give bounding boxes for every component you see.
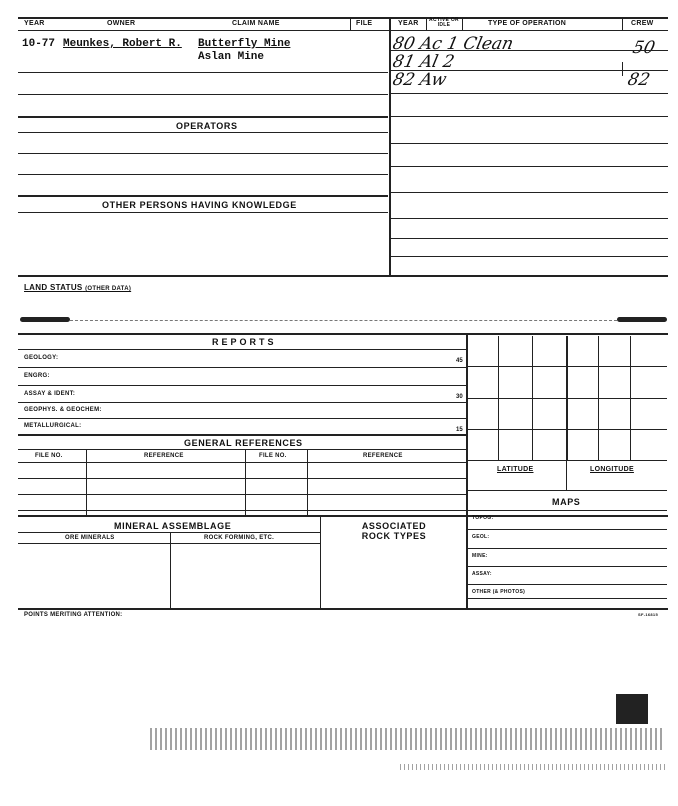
right-rule-5 bbox=[390, 143, 668, 144]
reports-heading: REPORTS bbox=[212, 337, 277, 347]
maps-other: OTHER (& PHOTOS) bbox=[472, 589, 526, 595]
owner-rule-3 bbox=[18, 116, 388, 118]
grid-row-2 bbox=[467, 398, 667, 399]
right-rule-1 bbox=[390, 50, 668, 51]
maps-rule-3 bbox=[467, 566, 667, 567]
ref-header-file-no: FILE NO. bbox=[35, 453, 63, 459]
mineral-assemblage-heading: MINERAL ASSEMBLAGE bbox=[114, 521, 232, 531]
maps-heading: MAPS bbox=[552, 497, 581, 507]
reports-top-rule bbox=[18, 333, 668, 335]
operators-rule-2 bbox=[18, 153, 388, 154]
grid-row-4 bbox=[467, 460, 667, 461]
longitude-label: LONGITUDE bbox=[590, 466, 634, 473]
maps-rule-5 bbox=[467, 598, 667, 599]
handwritten-crew-2: 82 bbox=[625, 70, 652, 90]
form-number: SF-16815 bbox=[638, 612, 658, 617]
scan-artifact-block bbox=[616, 694, 648, 724]
other-persons-heading: OTHER PERSONS HAVING KNOWLEDGE bbox=[102, 200, 297, 210]
right-rule-10 bbox=[390, 256, 668, 257]
handwritten-crew-1: 50 bbox=[630, 38, 657, 58]
operators-rule-1 bbox=[18, 132, 388, 133]
mineral-col-2 bbox=[320, 515, 321, 608]
header-divider-file bbox=[350, 17, 351, 30]
refs-col-3 bbox=[307, 449, 308, 515]
top-rule bbox=[18, 17, 668, 19]
land-status-label: LAND STATUS bbox=[24, 283, 83, 292]
maps-rule-0 bbox=[467, 510, 667, 511]
reports-metallurgical-num: 15 bbox=[456, 427, 463, 433]
crew-mark bbox=[622, 62, 623, 76]
reports-assay-num: 30 bbox=[456, 394, 463, 400]
right-rule-8 bbox=[390, 218, 668, 219]
header-type-of-operation: TYPE OF OPERATION bbox=[488, 20, 567, 27]
maps-assay: ASSAY: bbox=[472, 571, 492, 577]
main-divider bbox=[389, 17, 391, 275]
header-year-2: YEAR bbox=[398, 20, 419, 27]
grid-row-1 bbox=[467, 366, 667, 367]
header-year: YEAR bbox=[24, 20, 45, 27]
maps-mine: MINE: bbox=[472, 553, 488, 559]
reports-rule-1 bbox=[18, 367, 466, 368]
header-divider-active bbox=[426, 17, 427, 30]
reports-rule-2 bbox=[18, 385, 466, 386]
handwritten-row-1: 80 Ac 1 Clean bbox=[390, 34, 516, 54]
header-crew: CREW bbox=[631, 20, 654, 27]
refs-col-2 bbox=[245, 449, 246, 515]
ore-minerals-header: ORE MINERALS bbox=[65, 535, 115, 541]
claim-name-2: Aslan Mine bbox=[198, 51, 265, 63]
maps-rule-1 bbox=[467, 529, 667, 530]
right-rule-2 bbox=[390, 70, 668, 71]
scan-artifact-strip-2 bbox=[400, 764, 668, 770]
owner-year: 10-77 bbox=[22, 38, 56, 50]
owner-rule-2 bbox=[18, 94, 388, 95]
claim-name-1: Butterfly Mine bbox=[198, 38, 291, 50]
associated-rock-types-heading: ASSOCIATED ROCK TYPES bbox=[361, 521, 427, 541]
reports-geology-num: 45 bbox=[456, 358, 463, 364]
reports-geophys: GEOPHYS. & GEOCHEM: bbox=[24, 407, 102, 413]
owner-rule-1 bbox=[18, 72, 388, 73]
header-active-idle: ACTIVE OR IDLE bbox=[429, 17, 459, 28]
bottom-rule bbox=[18, 608, 668, 610]
scan-artifact-strip bbox=[150, 728, 665, 750]
header-claim-name: CLAIM NAME bbox=[232, 20, 280, 27]
ref-header-reference-2: REFERENCE bbox=[363, 453, 403, 459]
general-references-heading: GENERAL REFERENCES bbox=[184, 438, 303, 448]
latlong-divider bbox=[566, 460, 567, 490]
land-status-sub: (OTHER DATA) bbox=[85, 286, 132, 292]
owner-name: Meunkes, Robert R. bbox=[63, 38, 182, 50]
header-divider-crew bbox=[622, 17, 623, 30]
other-persons-rule bbox=[18, 212, 388, 213]
reports-rule-4 bbox=[18, 418, 466, 419]
reports-geology: GEOLOGY: bbox=[24, 355, 59, 361]
reports-rule-5 bbox=[18, 434, 466, 436]
reports-assay: ASSAY & IDENT: bbox=[24, 391, 76, 397]
mineral-rule-2 bbox=[18, 543, 320, 544]
maps-rule-2 bbox=[467, 548, 667, 549]
header-owner: OWNER bbox=[107, 20, 136, 27]
land-status-top-rule bbox=[18, 275, 668, 277]
maps-topog: TOPOG: bbox=[472, 515, 494, 521]
grid-row-3 bbox=[467, 429, 667, 430]
maps-geol: GEOL: bbox=[472, 534, 490, 540]
ref-header-file-no-2: FILE NO. bbox=[259, 453, 287, 459]
right-rule-9 bbox=[390, 238, 668, 239]
header-file: FILE bbox=[356, 20, 373, 27]
land-status-heading bbox=[24, 283, 131, 292]
operators-heading: OPERATORS bbox=[176, 121, 238, 131]
operators-rule-3 bbox=[18, 174, 388, 175]
scan-mark-right bbox=[617, 317, 667, 322]
right-rule-3 bbox=[390, 93, 668, 94]
reports-rule-3 bbox=[18, 402, 466, 403]
latitude-label: LATITUDE bbox=[497, 466, 534, 473]
reports-engrg: ENGRG: bbox=[24, 373, 50, 379]
reports-metallurgical: METALLURGICAL: bbox=[24, 423, 82, 429]
right-rule-4 bbox=[390, 116, 668, 117]
right-rule-6 bbox=[390, 166, 668, 167]
maps-rule-4 bbox=[467, 584, 667, 585]
mineral-top-rule bbox=[18, 515, 668, 517]
rock-forming-header: ROCK FORMING, ETC. bbox=[204, 535, 275, 541]
header-divider-type bbox=[462, 17, 463, 30]
handwritten-row-2: 81 Al 2 bbox=[390, 52, 457, 72]
maps-top-rule bbox=[467, 490, 667, 491]
refs-col-1 bbox=[86, 449, 87, 515]
mineral-col-1 bbox=[170, 532, 171, 608]
scan-mark-left bbox=[20, 317, 70, 322]
ref-header-reference: REFERENCE bbox=[144, 453, 184, 459]
reports-rule-0 bbox=[18, 349, 466, 350]
points-meriting-attention: POINTS MERITING ATTENTION: bbox=[24, 612, 123, 618]
operators-rule-4 bbox=[18, 195, 388, 197]
handwritten-row-3: 82 Aw bbox=[390, 70, 449, 90]
header-rule bbox=[18, 30, 668, 31]
mineral-rule-1 bbox=[18, 532, 320, 533]
right-rule-7 bbox=[390, 192, 668, 193]
land-status-dashed bbox=[70, 320, 617, 321]
